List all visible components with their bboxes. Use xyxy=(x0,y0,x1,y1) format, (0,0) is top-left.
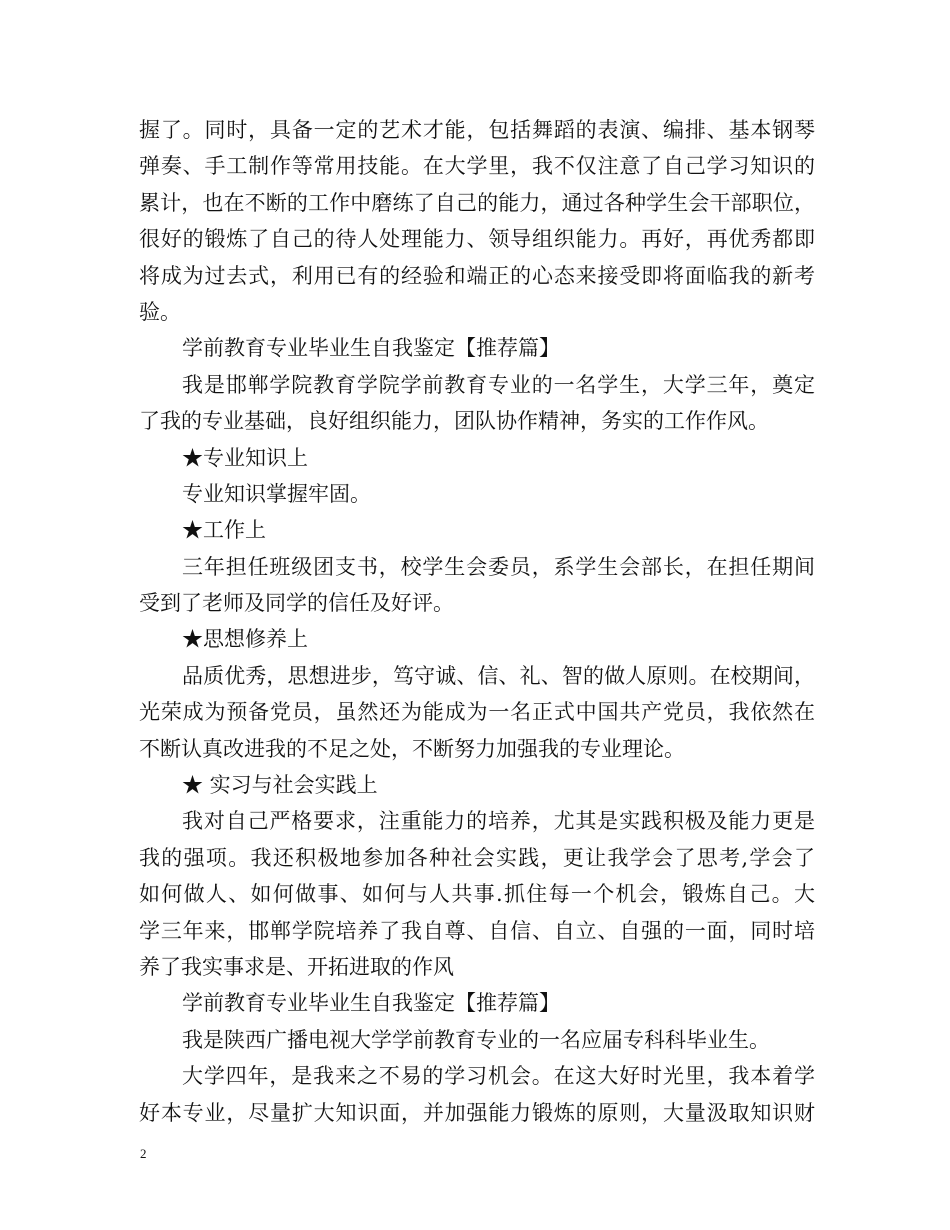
subheading-ideological-cultivation: ★思想修养上 xyxy=(182,627,308,652)
text-line: 我是邯郸学院教育学院学前教育专业的一名学生，大学三年，奠定 xyxy=(182,372,815,397)
text-line: 累计，也在不断的工作中磨练了自己的能力，通过各种学生会干部职位， xyxy=(139,190,815,215)
text-line: 弹奏、手工制作等常用技能。在大学里，我不仅注意了自己学习知识的 xyxy=(139,154,815,179)
text-line: 握了。同时，具备一定的艺术才能，包括舞蹈的表演、编排、基本钢琴 xyxy=(139,118,815,142)
text-line: 大学四年，是我来之不易的学习机会。在这大好时光里，我本着学 xyxy=(182,1064,815,1089)
text-line: 学三年来，邯郸学院培养了我自尊、自信、自立、自强的一面，同时培 xyxy=(139,918,815,943)
text-line: 我是陕西广播电视大学学前教育专业的一名应届专科科毕业生。 xyxy=(182,1027,770,1052)
text-line: 我的强项。我还积极地参加各种社会实践，更让我学会了思考,学会了 xyxy=(139,845,815,870)
page-number: 2 xyxy=(140,1146,147,1161)
text-line: 我对自己严格要求，注重能力的培养，尤其是实践积极及能力更是 xyxy=(182,809,815,834)
text-line: 了我的专业基础，良好组织能力，团队协作精神，务实的工作作风。 xyxy=(139,409,769,434)
text-line: 好本专业，尽量扩大知识面，并加强能力锻炼的原则，大量汲取知识财 xyxy=(139,1100,815,1125)
text-line: 如何做人、如何做事、如何与人共事.抓住每一个机会，锻炼自己。大 xyxy=(139,882,815,907)
text-line: 光荣成为预备党员，虽然还为能成为一名正式中国共产党员，我依然在 xyxy=(139,700,815,725)
text-line: 不断认真改进我的不足之处，不断努力加强我的专业理论。 xyxy=(139,736,685,761)
subheading-internship-practice: ★ 实习与社会实践上 xyxy=(182,773,378,798)
text-line: 品质优秀，思想进步，笃守诚、信、礼、智的做人原则。在校期间， xyxy=(182,663,815,688)
subheading-work: ★工作上 xyxy=(182,518,266,543)
text-line: 受到了老师及同学的信任及好评。 xyxy=(139,591,454,616)
text-line: 专业知识掌握牢固。 xyxy=(182,481,371,506)
text-line: 很好的锻炼了自己的待人处理能力、领导组织能力。再好，再优秀都即 xyxy=(139,227,815,252)
section-heading: 学前教育专业毕业生自我鉴定【推荐篇】 xyxy=(182,336,560,361)
section-heading: 学前教育专业毕业生自我鉴定【推荐篇】 xyxy=(182,991,560,1016)
text-line: 将成为过去式，利用已有的经验和端正的心态来接受即将面临我的新考 xyxy=(139,263,815,288)
document-body xyxy=(139,112,815,1131)
subheading-professional-knowledge: ★专业知识上 xyxy=(182,445,308,470)
text-line: 验。 xyxy=(139,299,181,324)
text-line: 养了我实事求是、开拓进取的作风 xyxy=(139,954,454,979)
text-line: 三年担任班级团支书，校学生会委员，系学生会部长，在担任期间 xyxy=(182,554,815,579)
